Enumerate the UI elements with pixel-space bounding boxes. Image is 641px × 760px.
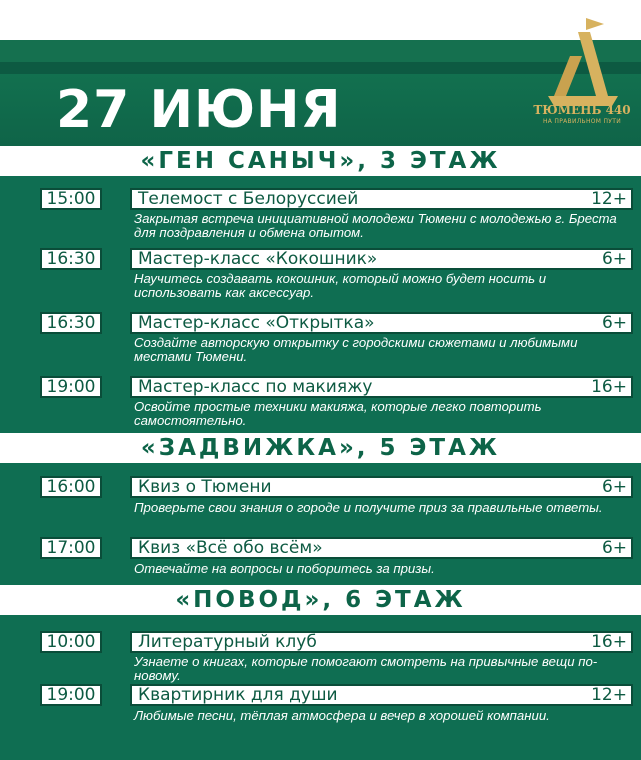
event-title-box bbox=[130, 312, 633, 334]
age-rating: 16+ bbox=[591, 377, 627, 397]
event-title-box bbox=[130, 631, 633, 653]
logo-text: ТЮМЕНЬ 440 bbox=[533, 103, 631, 117]
age-rating: 12+ bbox=[591, 685, 627, 705]
age-rating: 12+ bbox=[591, 189, 627, 209]
event-time: 15:00 bbox=[40, 188, 102, 210]
event-title-box bbox=[130, 476, 633, 498]
event-title: Литературный клуб bbox=[138, 632, 317, 652]
event-time: 16:30 bbox=[40, 248, 102, 270]
event-description: Узнаете о книгах, которые помогают смотреть на привычные вещи по-новому. bbox=[134, 654, 598, 683]
age-rating: 16+ bbox=[591, 632, 627, 652]
event-title: Мастер-класс «Кокошник» bbox=[138, 249, 378, 269]
section-title: «ПОВОД», 6 ЭТАЖ bbox=[175, 587, 466, 613]
event-time: 17:00 bbox=[40, 537, 102, 559]
age-rating: 6+ bbox=[601, 538, 627, 558]
age-rating: 6+ bbox=[601, 477, 627, 497]
event-description: Проверьте свои знания о городе и получите приз за правильные ответы. bbox=[134, 500, 603, 515]
event-description: Освойте простые техники макияжа, которые легко повторить самостоятельно. bbox=[134, 399, 542, 428]
event-title: Мастер-класс по макияжу bbox=[138, 377, 373, 397]
page-title: 27 ИЮНЯ bbox=[56, 80, 342, 140]
event-title-box bbox=[130, 684, 633, 706]
logo-subtext: НА ПРАВИЛЬНОМ ПУТИ bbox=[542, 118, 622, 125]
section-title: «ЗАДВИЖКА», 5 ЭТАЖ bbox=[140, 435, 501, 461]
event-time: 16:00 bbox=[40, 476, 102, 498]
event-description: Любимые песни, тёплая атмосфера и вечер в хорошей компании. bbox=[134, 708, 550, 723]
event-description: Создайте авторскую открытку с городскими сюжетами и любимыми местами Тюмени. bbox=[134, 335, 578, 364]
event-title-box bbox=[130, 248, 633, 270]
event-description: Научитесь создавать кокошник, который можно будет носить и использовать как аксессуар. bbox=[134, 271, 547, 300]
event-time: 19:00 bbox=[40, 376, 102, 398]
section-title: «ГЕН САНЫЧ», 3 ЭТАЖ bbox=[140, 148, 501, 174]
age-rating: 6+ bbox=[601, 249, 627, 269]
event-title: Квиз «Всё обо всём» bbox=[138, 538, 323, 558]
event-time: 19:00 bbox=[40, 684, 102, 706]
age-rating: 6+ bbox=[601, 313, 627, 333]
event-title: Телемост с Белоруссией bbox=[138, 189, 359, 209]
event-title: Квартирник для души bbox=[138, 685, 338, 705]
event-title: Квиз о Тюмени bbox=[138, 477, 272, 497]
event-time: 16:30 bbox=[40, 312, 102, 334]
event-title-box bbox=[130, 188, 633, 210]
event-title-box bbox=[130, 537, 633, 559]
event-title: Мастер-класс «Открытка» bbox=[138, 313, 375, 333]
event-description: Закрытая встреча инициативной молодежи Тюмени с молодежью г. Бреста для поздравления и обмена опытом. bbox=[134, 211, 617, 240]
event-description: Отвечайте на вопросы и поборитесь за призы. bbox=[134, 561, 435, 576]
event-time: 10:00 bbox=[40, 631, 102, 653]
event-title-box bbox=[130, 376, 633, 398]
